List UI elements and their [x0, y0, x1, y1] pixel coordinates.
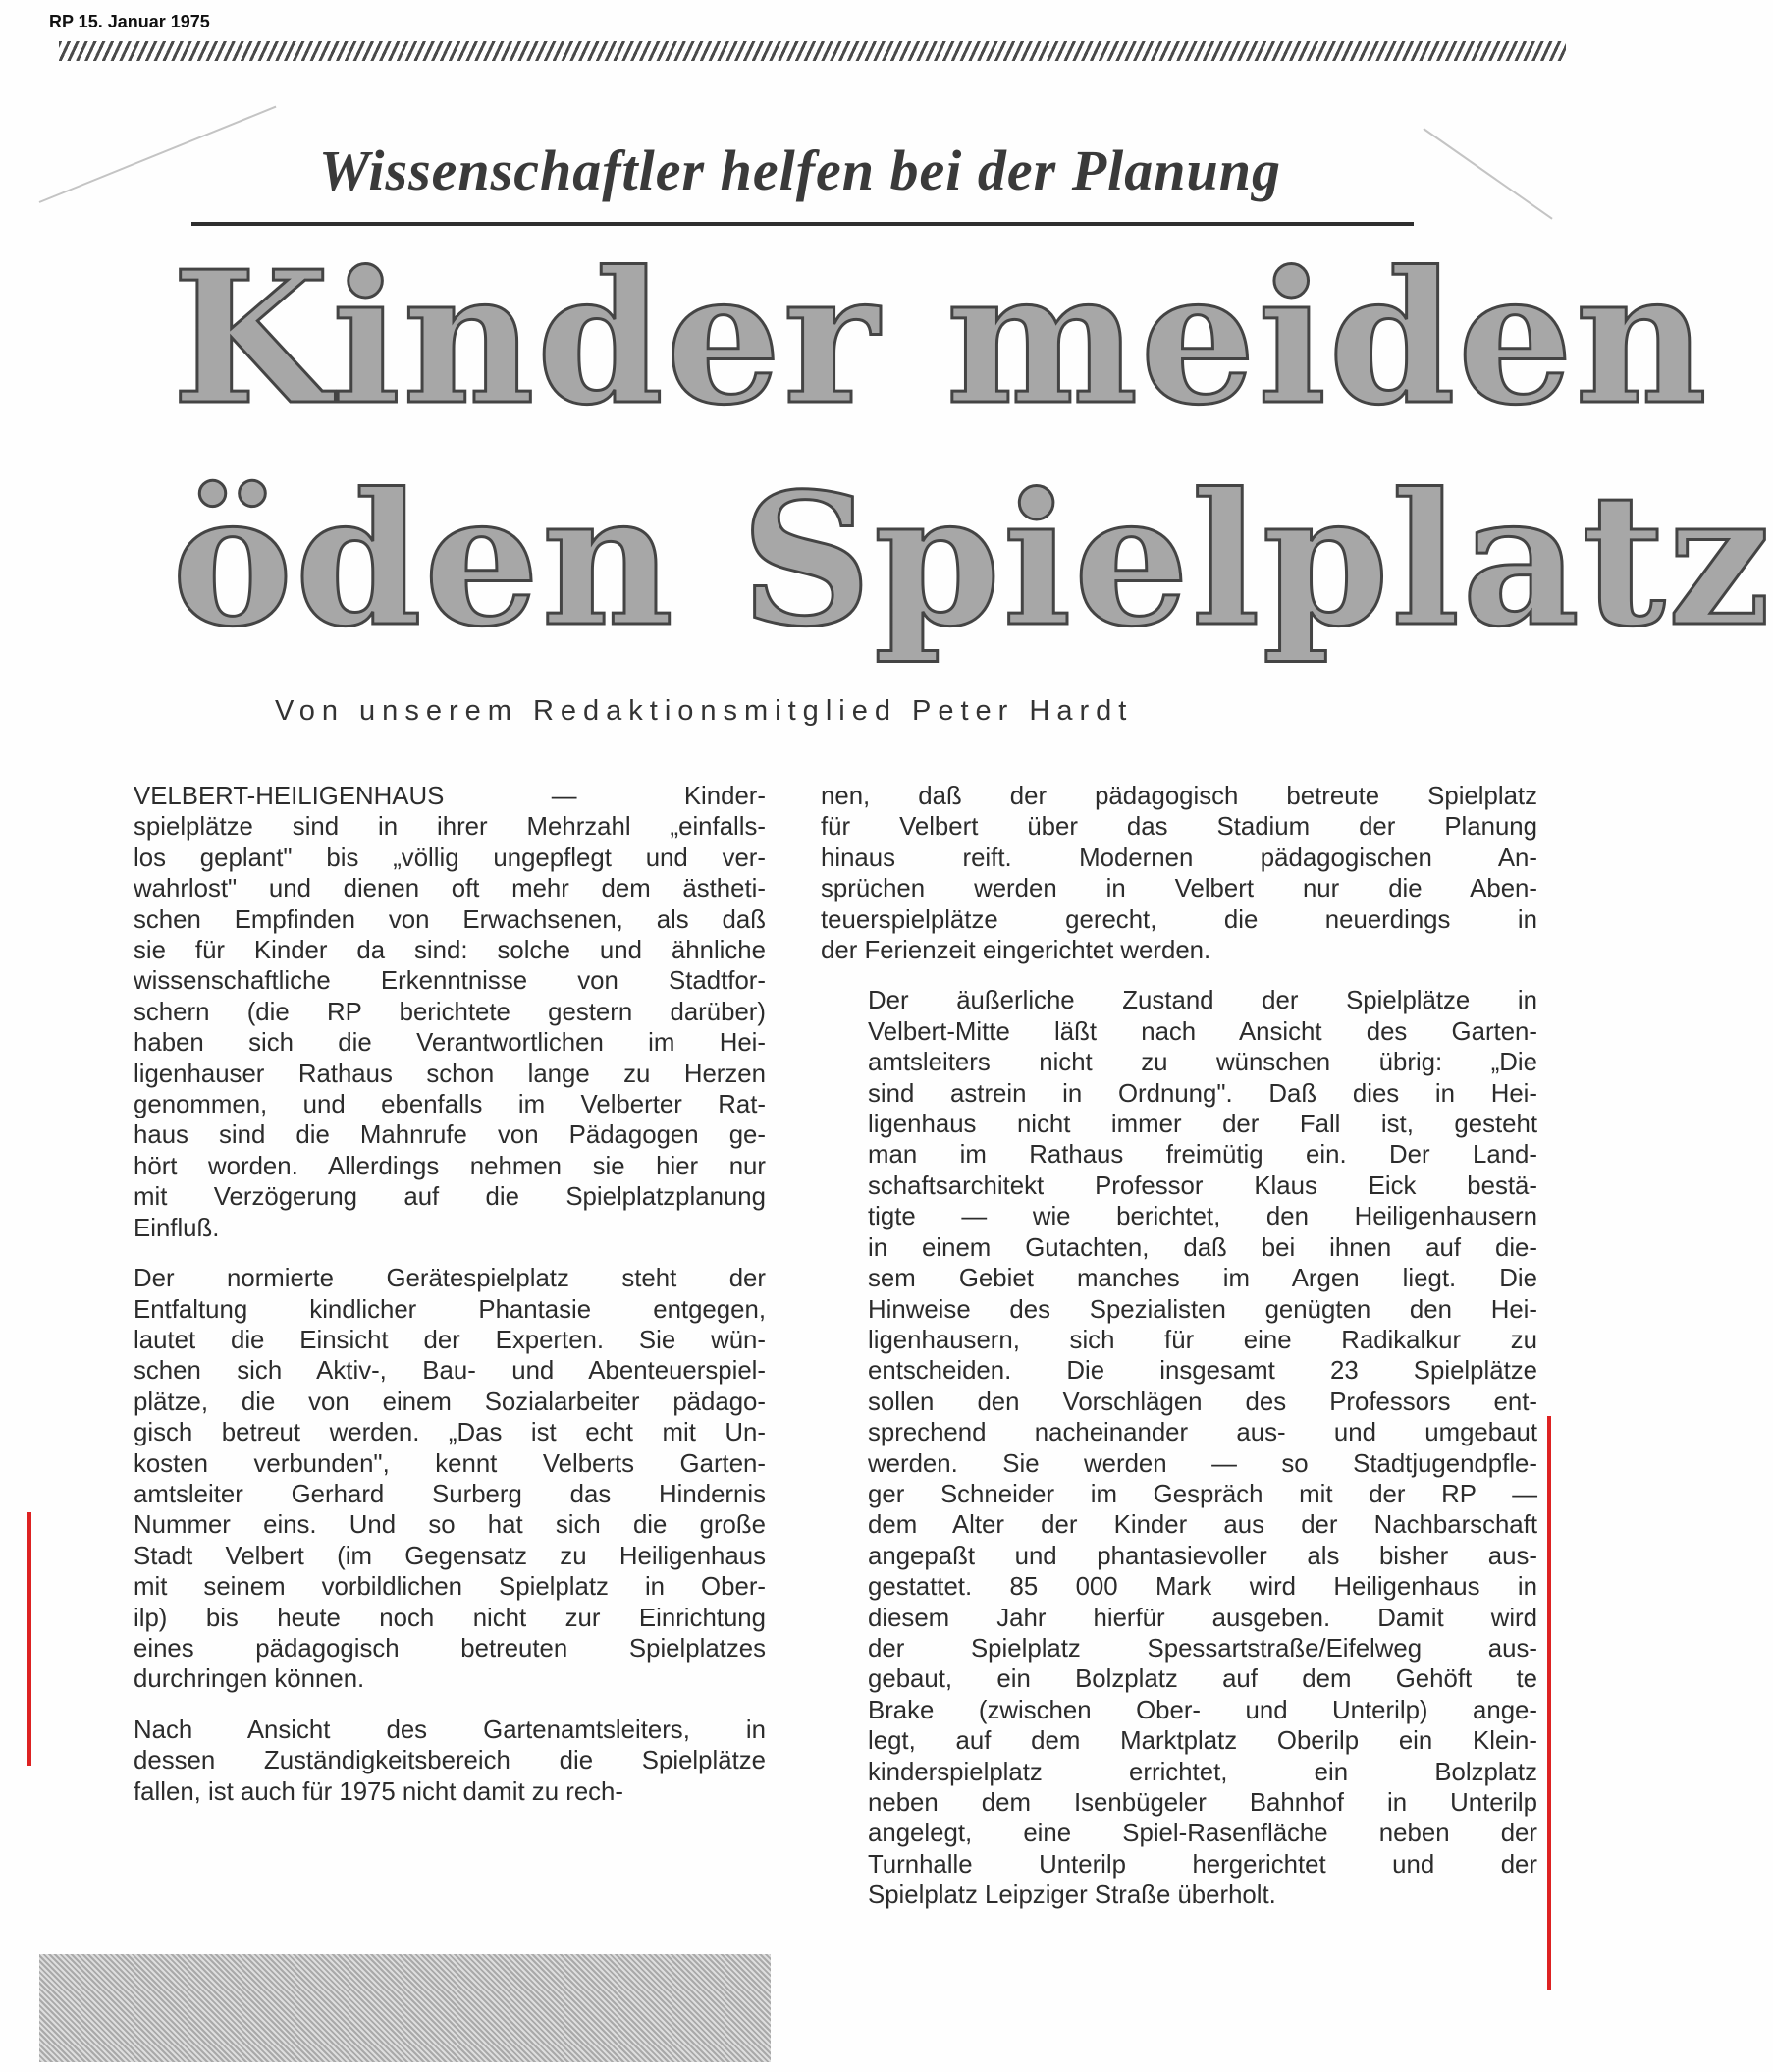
text-line: gestattet. 85 000 Mark wird Heiligenhaus in: [868, 1573, 1537, 1602]
text-line: mit seinem vorbildlichen Spielplatz in Ober-: [134, 1573, 766, 1602]
text-line: lautet die Einsicht der Experten. Sie wün-: [134, 1326, 766, 1354]
text-line: hinaus reift. Modernen pädagogischen An-: [821, 844, 1537, 872]
text-line: kinderspielplatz errichtet, ein Bolzplatz: [868, 1758, 1537, 1786]
text-line: eines pädagogisch betreuten Spielplatzes: [134, 1634, 766, 1663]
text-line: genommen, und ebenfalls im Velberter Rat-: [134, 1091, 766, 1119]
headline-line-1: Kinder meiden: [172, 231, 1709, 445]
text-line: entscheiden. Die insgesamt 23 Spielplätze: [868, 1357, 1537, 1386]
kicker-rule: [191, 222, 1414, 226]
text-line: Nummer eins. Und so hat sich die große: [134, 1511, 766, 1540]
text-line: sprüchen werden in Velbert nur die Aben-: [821, 875, 1537, 903]
text-line: angepaßt und phantasievoller als bisher aus-: [868, 1542, 1537, 1570]
text-line: man im Rathaus freimütig ein. Der Land-: [868, 1141, 1537, 1170]
text-line: dessen Zuständigkeitsbereich die Spielplätze: [134, 1747, 766, 1775]
text-line: neben dem Isenbügeler Bahnhof in Unterilp: [868, 1789, 1537, 1817]
text-line: gisch betreut werden. „Das ist echt mit Un-: [134, 1419, 766, 1447]
text-line: gebaut, ein Bolzplatz auf dem Gehöft te: [868, 1665, 1537, 1694]
text-line: Velbert-Mitte läßt nach Ansicht des Garten-: [868, 1017, 1537, 1046]
text-line: kosten verbunden", kennt Velberts Garten-: [134, 1449, 766, 1478]
text-line: sem Gebiet manches im Argen liegt. Die: [868, 1265, 1537, 1293]
text-line: ilp) bis heute noch nicht zur Einrichtung: [134, 1604, 766, 1632]
text-line: angelegt, eine Spiel-Rasenfläche neben der: [868, 1820, 1537, 1848]
text-line: Der normierte Gerätespielplatz steht der: [134, 1265, 766, 1293]
text-line: amtsleiters nicht zu wünschen übrig: „Die: [868, 1049, 1537, 1077]
article-paragraph: [821, 782, 1537, 966]
text-line: Spielplatz Leipziger Straße überholt.: [868, 1881, 1276, 1910]
scan-scratch: [1423, 128, 1552, 219]
text-line: haben sich die Verantwortlichen im Hei-: [134, 1029, 766, 1058]
highlight-bar-right: [1547, 1416, 1551, 1990]
text-line: Entfaltung kindlicher Phantasie entgegen,: [134, 1295, 766, 1324]
text-line: schen Empfinden von Erwachsenen, als daß: [134, 905, 766, 934]
text-line: amtsleiter Gerhard Surberg das Hindernis: [134, 1480, 766, 1508]
article-paragraph: [86, 782, 766, 1244]
text-line: fallen, ist auch für 1975 nicht damit zu rech-: [134, 1777, 623, 1806]
byline: Von unserem Redaktionsmitglied Peter Hardt: [275, 695, 1134, 727]
text-line: nen, daß der pädagogisch betreute Spielplatz: [821, 783, 1537, 810]
article-paragraph: [86, 1264, 766, 1696]
article-column-left: [86, 782, 766, 1827]
text-line: Hinweise des Spezialisten genügten den Hei-: [868, 1295, 1537, 1324]
text-line: für Velbert über das Stadium der Planung: [821, 813, 1537, 842]
text-line: Stadt Velbert (im Gegensatz zu Heiligenhaus: [134, 1542, 766, 1570]
text-line: Nach Ansicht des Gartenamtsleiters, in: [134, 1716, 766, 1744]
article-column-right: [821, 782, 1537, 1932]
article-paragraph: [86, 1716, 766, 1808]
text-line: ger Schneider im Gespräch mit der RP —: [868, 1480, 1537, 1508]
text-line: Der äußerliche Zustand der Spielplätze in: [868, 987, 1537, 1015]
source-label: RP 15. Januar 1975: [49, 12, 210, 31]
text-line: in einem Gutachten, daß bei ihnen auf die-: [868, 1233, 1537, 1262]
text-line: werden. Sie werden — so Stadtjugendpfle-: [868, 1449, 1537, 1478]
text-line: Turnhalle Unterilp hergerichtet und der: [868, 1850, 1537, 1879]
text-line: der Spielplatz Spessartstraße/Eifelweg aus-: [868, 1634, 1537, 1663]
halftone-image-fragment: [39, 1954, 771, 2062]
text-line: sie für Kinder da sind: solche und ähnliche: [134, 937, 766, 965]
text-line: teuerspielplätze gerecht, die neuerdings in: [821, 905, 1537, 934]
text-line: sollen den Vorschlägen des Professors ent-: [868, 1388, 1537, 1416]
top-hatch-rule: [59, 41, 1566, 61]
text-line: wissenschaftliche Erkenntnisse von Stadtfor-: [134, 967, 766, 996]
text-line: tigte — wie berichtet, den Heiligenhausern: [868, 1203, 1537, 1231]
text-line: Einfluß.: [134, 1214, 220, 1242]
text-line: VELBERT-HEILIGENHAUS — Kinder-: [134, 783, 766, 810]
text-line: wahrlost" und dienen oft mehr dem ästheti-: [134, 875, 766, 903]
text-line: mit Verzögerung auf die Spielplatzplanung: [134, 1183, 766, 1212]
text-line: los geplant" bis „völlig ungepflegt und ver-: [134, 844, 766, 872]
text-line: schaftsarchitekt Professor Klaus Eick bestä-: [868, 1172, 1537, 1200]
headline-line-2: öden Spielplatz: [172, 453, 1773, 667]
text-line: sind astrein in Ordnung". Daß dies in Hei-: [868, 1079, 1537, 1108]
text-line: schen sich Aktiv-, Bau- und Abenteuerspiel-: [134, 1357, 766, 1386]
text-line: hört worden. Allerdings nehmen sie hier nur: [134, 1152, 766, 1180]
highlight-bar-left: [27, 1512, 31, 1766]
article-kicker: Wissenschaftler helfen bei der Planung: [318, 138, 1282, 202]
text-line: spielplätze sind in ihrer Mehrzahl „einfalls-: [134, 813, 766, 842]
text-line: plätze, die von einem Sozialarbeiter pädago-: [134, 1388, 766, 1416]
text-line: dem Alter der Kinder aus der Nachbarschaft: [868, 1511, 1537, 1540]
text-line: der Ferienzeit eingerichtet werden.: [821, 937, 1211, 965]
text-line: haus sind die Mahnrufe von Pädagogen ge-: [134, 1121, 766, 1150]
article-paragraph: [821, 986, 1537, 1911]
text-line: legt, auf dem Marktplatz Oberilp ein Klein-: [868, 1727, 1537, 1756]
text-line: durchringen können.: [134, 1665, 365, 1694]
text-line: ligenhauser Rathaus schon lange zu Herzen: [134, 1060, 766, 1088]
text-line: ligenhaus nicht immer der Fall ist, gesteht: [868, 1111, 1537, 1139]
text-line: Brake (zwischen Ober- und Unterilp) ange-: [868, 1696, 1537, 1724]
text-line: diesem Jahr hierfür ausgeben. Damit wird: [868, 1604, 1537, 1632]
text-line: sprechend nacheinander aus- und umgebaut: [868, 1419, 1537, 1447]
text-line: ligenhausern, sich für eine Radikalkur zu: [868, 1326, 1537, 1354]
text-line: schern (die RP berichtete gestern darüber): [134, 998, 766, 1026]
